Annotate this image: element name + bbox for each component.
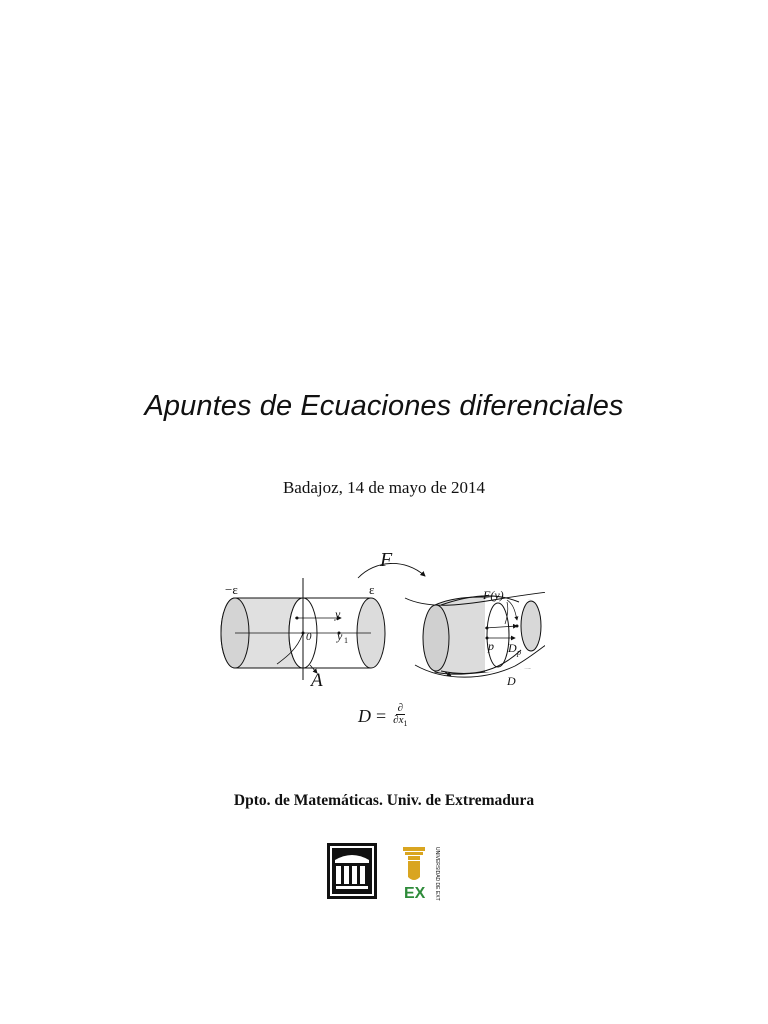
uex-logo [400, 843, 450, 901]
document-title: Apuntes de Ecuaciones diferenciales [144, 390, 624, 422]
label-epsilon: ε [369, 582, 375, 597]
label-minus-epsilon: −ε [225, 582, 238, 597]
uex-letters: EX [404, 885, 426, 901]
label-F: F [380, 549, 393, 571]
label-p: p [488, 639, 494, 653]
label-Dp: D [508, 641, 517, 655]
date-line: Badajoz, 14 de mayo de 2014 [282, 478, 486, 497]
label-y1: y [337, 629, 343, 643]
formula-denominator-text: ∂x [393, 714, 404, 726]
right-cylinder [405, 590, 545, 677]
label-zero: 0 [306, 631, 312, 643]
label-F-of-y: F(y) [483, 588, 504, 602]
formula-fraction [391, 703, 409, 729]
label-D: D [507, 674, 516, 688]
label-y: y [335, 607, 341, 621]
label-y1-subscript: 1 [344, 636, 348, 645]
university-building-logo [326, 842, 378, 900]
affiliation: Dpto. de Matemáticas. Univ. de Extremadura [233, 792, 535, 809]
formula-numerator: ∂ [397, 702, 404, 714]
label-Dp-subscript: p [517, 648, 521, 657]
uex-vertical-text: UNIVERSIDAD DE EXTREMADURA [434, 847, 440, 901]
formula-denominator [391, 715, 409, 729]
formula-lhs: D [358, 705, 371, 726]
formula-equals: = [376, 705, 387, 726]
left-cylinder [221, 578, 385, 680]
formula-denominator-sub: 1 [403, 719, 408, 729]
formula [358, 703, 409, 729]
label-A: A [311, 670, 323, 691]
